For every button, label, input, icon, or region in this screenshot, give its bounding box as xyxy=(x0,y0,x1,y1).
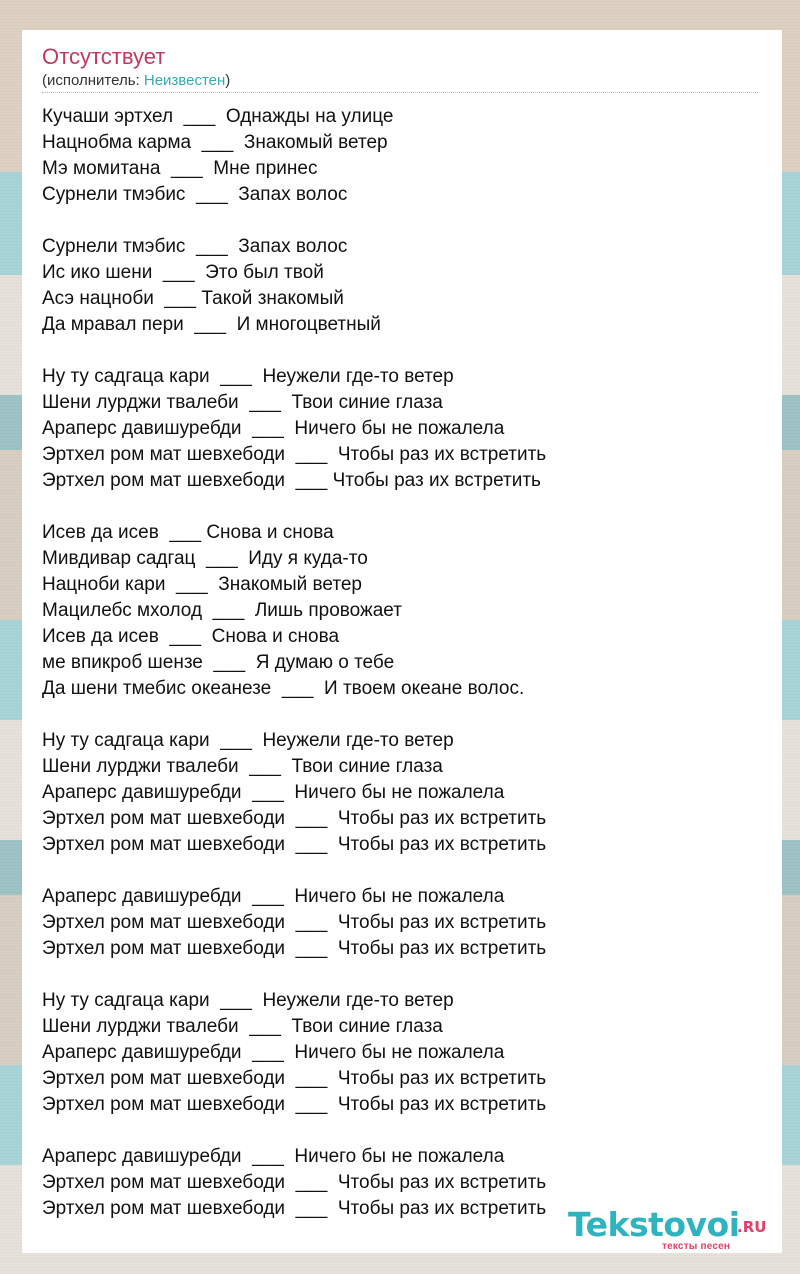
lyric-line: Ну ту садгаца кари ___ Неужели где-то ветер xyxy=(42,990,454,1011)
lyric-line: Мацилебс мхолод ___ Лишь провожает xyxy=(42,600,402,621)
title-divider xyxy=(42,92,758,93)
lyrics-stanza xyxy=(42,364,758,494)
lyric-line: Исев да исев ___ Снова и снова xyxy=(42,522,334,543)
lyric-line: Эртхел ром мат шевхебоди ___ Чтобы раз их встретить xyxy=(42,912,547,933)
lyrics-stanza xyxy=(42,884,758,962)
lyrics-stanza xyxy=(42,104,758,208)
lyrics-stanza xyxy=(42,520,758,702)
lyric-line: Эртхел ром мат шевхебоди ___ Чтобы раз их встретить xyxy=(42,470,541,491)
lyric-line: Эртхел ром мат шевхебоди ___ Чтобы раз их встретить xyxy=(42,1198,547,1219)
lyric-line: ме впикроб шензе ___ Я думаю о тебе xyxy=(42,652,395,673)
lyric-line: Эртхел ром мат шевхебоди ___ Чтобы раз их встретить xyxy=(42,808,547,829)
lyric-line: Ис ико шени ___ Это был твой xyxy=(42,262,324,283)
lyric-line: Мивдивар садгац ___ Иду я куда-то xyxy=(42,548,368,569)
lyric-line: Араперс давишуребди ___ Ничего бы не пожалела xyxy=(42,1146,505,1167)
lyric-line: Араперс давишуребди ___ Ничего бы не пожалела xyxy=(42,886,505,907)
logo-domain-suffix: .RU xyxy=(737,1218,767,1236)
lyric-line: Эртхел ром мат шевхебоди ___ Чтобы раз их встретить xyxy=(42,1094,547,1115)
lyric-line: Араперс давишуребди ___ Ничего бы не пожалела xyxy=(42,782,505,803)
lyric-line: Шени лурджи твалеби ___ Твои синие глаза xyxy=(42,756,443,777)
lyric-line: Нацнобма карма ___ Знакомый ветер xyxy=(42,132,388,153)
lyric-line: Эртхел ром мат шевхебоди ___ Чтобы раз их встретить xyxy=(42,1068,547,1089)
lyric-line: Исев да исев ___ Снова и снова xyxy=(42,626,340,647)
lyric-line: Шени лурджи твалеби ___ Твои синие глаза xyxy=(42,1016,443,1037)
lyrics-stanza xyxy=(42,234,758,338)
artist-line xyxy=(42,72,230,90)
lyric-line: Эртхел ром мат шевхебоди ___ Чтобы раз их встретить xyxy=(42,834,547,855)
artist-link[interactable]: Неизвестен xyxy=(143,72,226,89)
lyric-line: Да шени тмебис океанезе ___ И твоем океане волос. xyxy=(42,678,525,699)
lyric-line: Эртхел ром мат шевхебоди ___ Чтобы раз их встретить xyxy=(42,938,547,959)
lyrics-body xyxy=(42,104,758,1248)
logo-tagline: тексты песен xyxy=(662,1241,731,1252)
song-title: Отсутствует xyxy=(42,44,166,69)
logo-wordmark: Tekstovoi xyxy=(568,1205,740,1244)
lyric-line: Сурнели тмэбис ___ Запах волос xyxy=(42,236,348,257)
lyric-line: Ну ту садгаца кари ___ Неужели где-то ветер xyxy=(42,730,454,751)
lyrics-stanza xyxy=(42,988,758,1118)
lyric-line: Нацноби кари ___ Знакомый ветер xyxy=(42,574,362,595)
lyric-line: Араперс давишуребди ___ Ничего бы не пожалела xyxy=(42,418,505,439)
lyric-line: Мэ момитана ___ Мне принес xyxy=(42,158,318,179)
lyric-line: Эртхел ром мат шевхебоди ___ Чтобы раз их встретить xyxy=(42,1172,547,1193)
lyric-line: Сурнели тмэбис ___ Запах волос xyxy=(42,184,348,205)
lyric-line: Шени лурджи твалеби ___ Твои синие глаза xyxy=(42,392,443,413)
lyric-line: Асэ нацноби ___ Такой знакомый xyxy=(42,288,344,309)
lyric-line: Араперс давишуребди ___ Ничего бы не пожалела xyxy=(42,1042,505,1063)
artist-suffix: ) xyxy=(225,72,231,89)
site-logo[interactable] xyxy=(568,1205,778,1255)
lyric-line: Эртхел ром мат шевхебоди ___ Чтобы раз их встретить xyxy=(42,444,547,465)
lyrics-stanza xyxy=(42,728,758,858)
lyrics-card xyxy=(22,30,782,1253)
lyric-line: Кучаши эртхел ___ Однажды на улице xyxy=(42,106,394,127)
artist-prefix: (исполнитель: xyxy=(42,72,144,89)
lyric-line: Ну ту садгаца кари ___ Неужели где-то ветер xyxy=(42,366,454,387)
lyric-line: Да мравал пери ___ И многоцветный xyxy=(42,314,381,335)
